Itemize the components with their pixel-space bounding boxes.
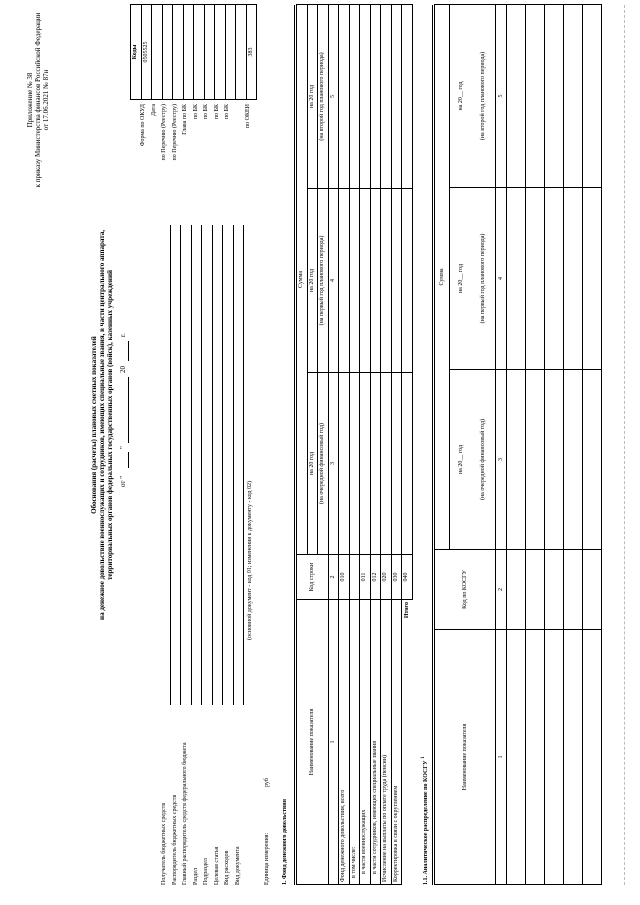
year2-top: на 20 год	[307, 189, 318, 373]
field-line-8[interactable]	[243, 225, 244, 705]
kosgu-cell[interactable]	[545, 550, 564, 630]
kosgu-year2-top: на 20__ год	[450, 188, 473, 370]
kosgu-cell[interactable]	[526, 188, 545, 370]
kosgu-cell[interactable]	[526, 630, 545, 885]
row-name: в части военнослужащих	[360, 600, 371, 885]
label-target: по БК	[213, 104, 220, 120]
field-line-4[interactable]	[201, 225, 202, 705]
date-year-prefix: 20	[119, 366, 127, 373]
field-manager: Распорядитель бюджетных средств	[171, 794, 178, 885]
value-cell[interactable]	[360, 373, 371, 555]
kosgu-cell[interactable]	[507, 370, 526, 550]
label-expense: по БК	[224, 104, 230, 120]
codes-table	[130, 4, 257, 100]
section11-title-text: 1.1. Аналитическое распределение по КОСГУ	[423, 760, 429, 885]
kosgu-col-name-header: Наименование показателя	[435, 630, 496, 885]
kosgu-cell[interactable]	[545, 188, 564, 370]
kosgu-year1-top: на 20__ год	[450, 370, 473, 550]
appendix-order: к приказу Министерства финансов Российской Федерации	[34, 12, 42, 188]
table-row	[391, 4, 402, 884]
field-expense-type: Вид расходов	[224, 850, 230, 885]
label-subsection: по БК	[203, 104, 209, 120]
num-col-2: 2	[328, 555, 339, 600]
kosgu-cell[interactable]	[583, 550, 602, 630]
code-recipient[interactable]	[162, 5, 173, 100]
title-line-2: на денежное довольствие военнослужащих и сотрудников, имеющих специальные звания, в части центрального аппарата,	[98, 230, 106, 620]
kosgu-cell[interactable]	[507, 4, 526, 187]
year3-bottom: (на второй год планового периода)	[318, 4, 329, 188]
label-manager-list: по Перечню (Реестру)	[171, 104, 178, 161]
field-chief-manager: Главный распорядитель средств федерального бюджета	[182, 742, 188, 885]
code-expense-type[interactable]	[225, 5, 236, 100]
field-section: Раздел	[192, 868, 199, 885]
value-cell[interactable]	[349, 4, 360, 188]
value-cell[interactable]	[339, 189, 350, 373]
code-doc-type[interactable]	[236, 5, 247, 100]
appendix-date: от 17.06.2021 № 87н	[42, 69, 50, 131]
row-code: 012	[370, 555, 381, 600]
code-manager[interactable]	[173, 5, 184, 100]
row-code	[349, 555, 360, 600]
code-subsection[interactable]	[204, 5, 215, 100]
field-line-7[interactable]	[233, 225, 234, 705]
code-chapter[interactable]	[183, 5, 194, 100]
kosgu-num-5: 5	[496, 4, 507, 187]
table-row	[339, 4, 350, 884]
unit-value: руб	[264, 778, 270, 787]
row-name: Корректировка в связи с округлением	[391, 600, 402, 885]
label-recipient-list: по Перечню (Реестру)	[161, 104, 167, 161]
value-cell[interactable]	[349, 189, 360, 373]
value-cell[interactable]	[339, 373, 350, 555]
document-title	[90, 125, 114, 725]
section1-top-rule	[294, 5, 295, 885]
page-bottom-edge	[624, 5, 625, 885]
col-sum-header: Сумма	[297, 4, 308, 554]
appendix-block	[26, 0, 50, 215]
date-day-line	[128, 452, 129, 468]
field-doc-type: Вид документа	[234, 846, 241, 885]
date-quote: "	[119, 446, 127, 449]
value-cell[interactable]	[391, 373, 402, 555]
field-line-2[interactable]	[180, 225, 181, 705]
label-okud: Форма по ОКУД	[140, 104, 146, 147]
kosgu-cell[interactable]	[583, 630, 602, 885]
field-subsection: Подраздел	[203, 858, 209, 885]
label-okei: по ОКЕИ	[245, 104, 251, 129]
kosgu-cell[interactable]	[564, 550, 583, 630]
kosgu-cell[interactable]	[583, 188, 602, 370]
total-code: 040	[402, 555, 413, 600]
num-col-5: 5	[328, 4, 339, 188]
code-date[interactable]	[152, 5, 163, 100]
num-col-4: 4	[328, 189, 339, 373]
value-cell[interactable]	[360, 189, 371, 373]
kosgu-col-code-header: Код по КОСГУ	[435, 550, 496, 630]
value-cell[interactable]	[370, 189, 381, 373]
value-cell[interactable]	[370, 4, 381, 188]
table-row	[370, 4, 381, 884]
unit-label: Единица измерения:	[264, 832, 270, 885]
kosgu-cell[interactable]	[526, 550, 545, 630]
col-code-header: Код строки	[297, 555, 329, 600]
year1-bottom: (на очередной финансовый год)	[318, 373, 329, 555]
table-row	[564, 4, 583, 884]
label-section: по БК	[192, 104, 199, 120]
kosgu-cell[interactable]	[564, 4, 583, 187]
kosgu-num-3: 3	[496, 370, 507, 550]
num-col-1: 1	[328, 600, 339, 885]
label-doc	[235, 104, 246, 215]
kosgu-cell[interactable]	[583, 4, 602, 187]
table-row	[360, 4, 371, 884]
kosgu-cell[interactable]	[564, 370, 583, 550]
kosgu-cell[interactable]	[564, 630, 583, 885]
section11-top-rule	[432, 5, 433, 885]
section11-table	[434, 4, 602, 885]
row-code: 030	[391, 555, 402, 600]
code-okud[interactable]: 0505525	[141, 5, 152, 100]
value-cell[interactable]	[381, 4, 392, 188]
value-cell[interactable]	[391, 4, 402, 188]
value-cell[interactable]	[381, 373, 392, 555]
kosgu-cell[interactable]	[507, 550, 526, 630]
value-cell[interactable]	[370, 373, 381, 555]
label-chapter: Глава по БК	[182, 104, 188, 135]
date-g: г.	[119, 333, 127, 337]
kosgu-cell[interactable]	[545, 630, 564, 885]
date-year-line	[128, 341, 129, 361]
kosgu-year2-bottom: (на первый год планового периода)	[473, 188, 496, 370]
field-line-1[interactable]	[170, 225, 171, 705]
kosgu-num-4: 4	[496, 188, 507, 370]
code-section[interactable]	[194, 5, 205, 100]
appendix-number: Приложение № 38	[26, 72, 34, 128]
row-name: Исчисление на выплаты по оплате труда (пенсии)	[381, 600, 392, 885]
label-date: Дата	[150, 104, 157, 116]
kosgu-year3-top: на 20__ год	[450, 4, 473, 187]
table-row	[583, 4, 602, 884]
kosgu-year3-bottom: (на второй год планового периода)	[473, 4, 496, 187]
table-row	[545, 4, 564, 884]
side-labels	[140, 104, 256, 215]
field-line-3[interactable]	[191, 225, 192, 705]
num-col-3: 3	[328, 373, 339, 555]
table-row	[526, 4, 545, 884]
kosgu-num-1: 1	[496, 630, 507, 885]
field-line-6[interactable]	[222, 225, 223, 705]
kosgu-cell[interactable]	[545, 370, 564, 550]
value-cell[interactable]	[381, 189, 392, 373]
row-name: Фонд денежного довольствия, всего	[339, 600, 350, 885]
kosgu-cell[interactable]	[526, 370, 545, 550]
value-cell[interactable]	[360, 4, 371, 188]
title-line-1: Обоснования (расчеты) плановых сметных показателей	[90, 336, 98, 514]
year3-top: на 20 год	[307, 4, 318, 188]
kosgu-cell[interactable]	[507, 188, 526, 370]
doc-type-hint: (основной документ - код 01; изменения к документу - код 02)	[247, 481, 253, 640]
table-row	[349, 4, 360, 884]
section1-title: 1. Фонд денежного довольствия	[282, 799, 288, 885]
value-cell[interactable]	[402, 189, 413, 373]
value-cell[interactable]	[339, 4, 350, 188]
table-row	[381, 4, 392, 884]
year2-bottom: (на первый год планового периода)	[318, 189, 329, 373]
title-line-3: территориальных органов федеральных государственных органов (войск), казенных учреждений	[106, 269, 114, 581]
kosgu-year1-bottom: (на очередной финансовый год)	[473, 370, 496, 550]
col-name-header: Наименование показателя	[297, 600, 329, 885]
section1-table	[296, 4, 413, 885]
row-code: 011	[360, 555, 371, 600]
table-row-total	[402, 4, 413, 884]
total-label: Итого	[402, 600, 413, 885]
date-from-label: от "	[119, 475, 127, 487]
code-okei[interactable]: 383	[246, 5, 257, 100]
row-code: 020	[381, 555, 392, 600]
kosgu-cell[interactable]	[507, 630, 526, 885]
value-cell[interactable]	[402, 4, 413, 188]
codes-header: Коды	[131, 5, 142, 100]
row-code: 010	[339, 555, 350, 600]
field-recipient: Получатель бюджетных средств	[161, 802, 167, 885]
section11-title	[420, 756, 430, 885]
field-target-article: Целевая статья	[213, 846, 220, 885]
kosgu-cell[interactable]	[526, 4, 545, 187]
value-cell[interactable]	[391, 189, 402, 373]
kosgu-cell[interactable]	[545, 4, 564, 187]
date-month-line	[128, 377, 129, 443]
value-cell[interactable]	[402, 373, 413, 555]
field-line-5[interactable]	[212, 225, 213, 705]
kosgu-cell[interactable]	[564, 188, 583, 370]
value-cell[interactable]	[349, 373, 360, 555]
kosgu-cell[interactable]	[583, 370, 602, 550]
code-target-article[interactable]	[215, 5, 226, 100]
kosgu-num-2: 2	[496, 550, 507, 630]
row-name: в том числе:	[349, 600, 360, 885]
section11-footnote: 1	[421, 756, 426, 759]
year1-top: на 20 год	[307, 373, 318, 555]
table-row	[507, 4, 526, 884]
kosgu-col-sum-header: Сумма	[435, 4, 450, 549]
row-name: в части сотрудников, имеющих специальные звания	[370, 600, 381, 885]
